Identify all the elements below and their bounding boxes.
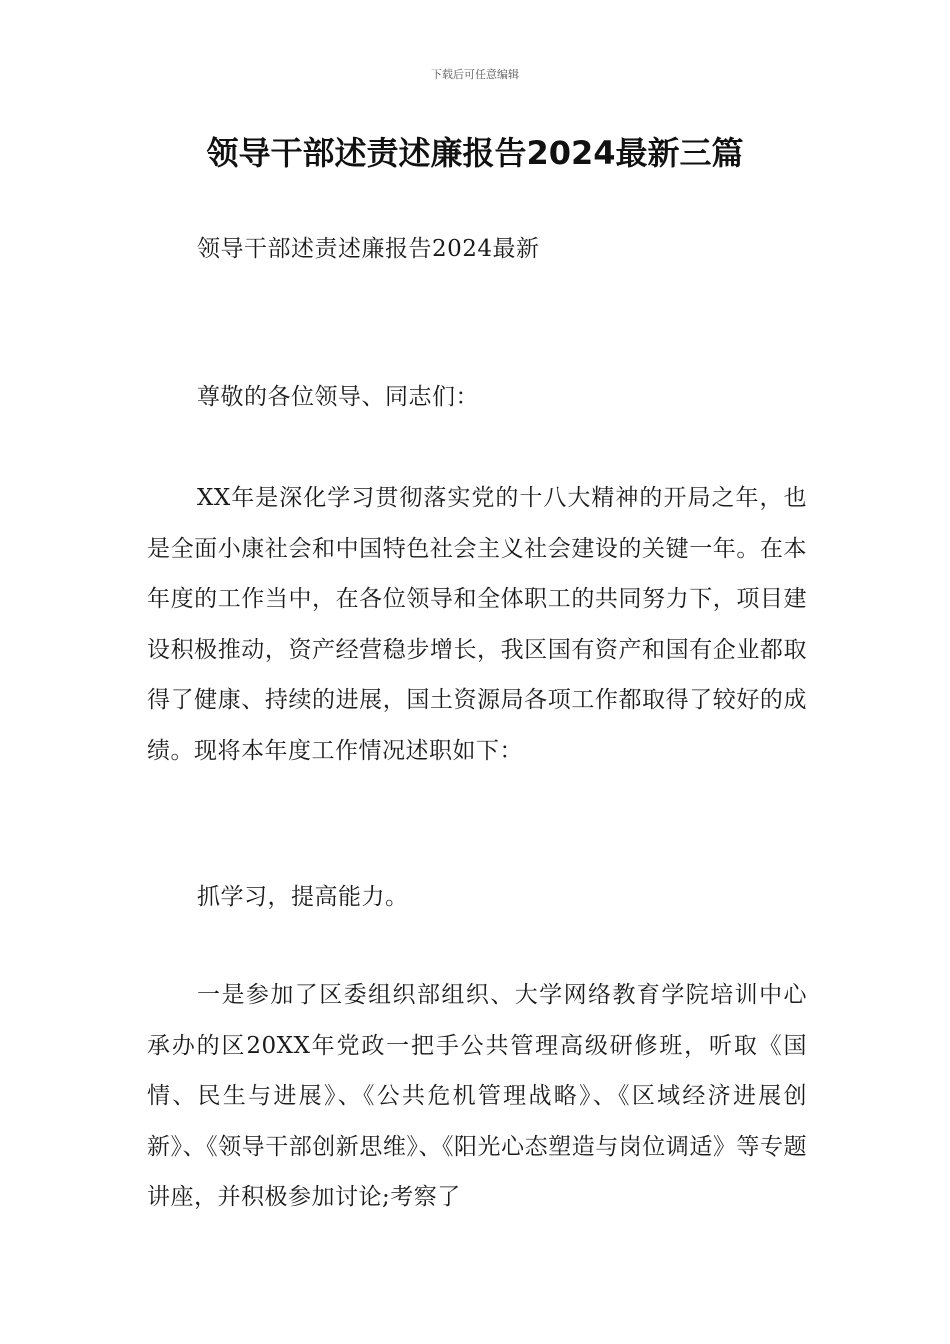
document-title: 领导干部述责述廉报告2024最新三篇 [206,134,744,172]
body-paragraph-1: XX年是深化学习贯彻落实党的十八大精神的开局之年，也是全面小康社会和中国特色社会主义社会建设的关键一年。在本年度的工作当中，在各位领导和全体职工的共同努力下，项目建设积极推动，资产经营稳步增长，我区国有资产和国有企业都取得了健康、持续的进展，国土资源局各项工作都取得了较好的成绩。现将本年度工作情况述职如下： [147,485,807,764]
greeting-line: 尊敬的各位领导、同志们： [197,384,479,410]
document-subtitle: 领导干部述责述廉报告2024最新 [197,236,540,262]
body-paragraph-2: 一是参加了区委组织部组织、大学网络教育学院培训中心承办的区20XX年党政一把手公共管理高级研修班，听取《国情、民生与进展》、《公共危机管理战略》、《区域经济进展创新》、《领导干部创新思维》、《阳光心态塑造与岗位调适》等专题讲座，并积极参加讨论;考察了 [147,982,807,1210]
header-note: 下载后可任意编辑 [431,68,519,81]
section-heading-1: 抓学习，提高能力。 [197,884,409,910]
